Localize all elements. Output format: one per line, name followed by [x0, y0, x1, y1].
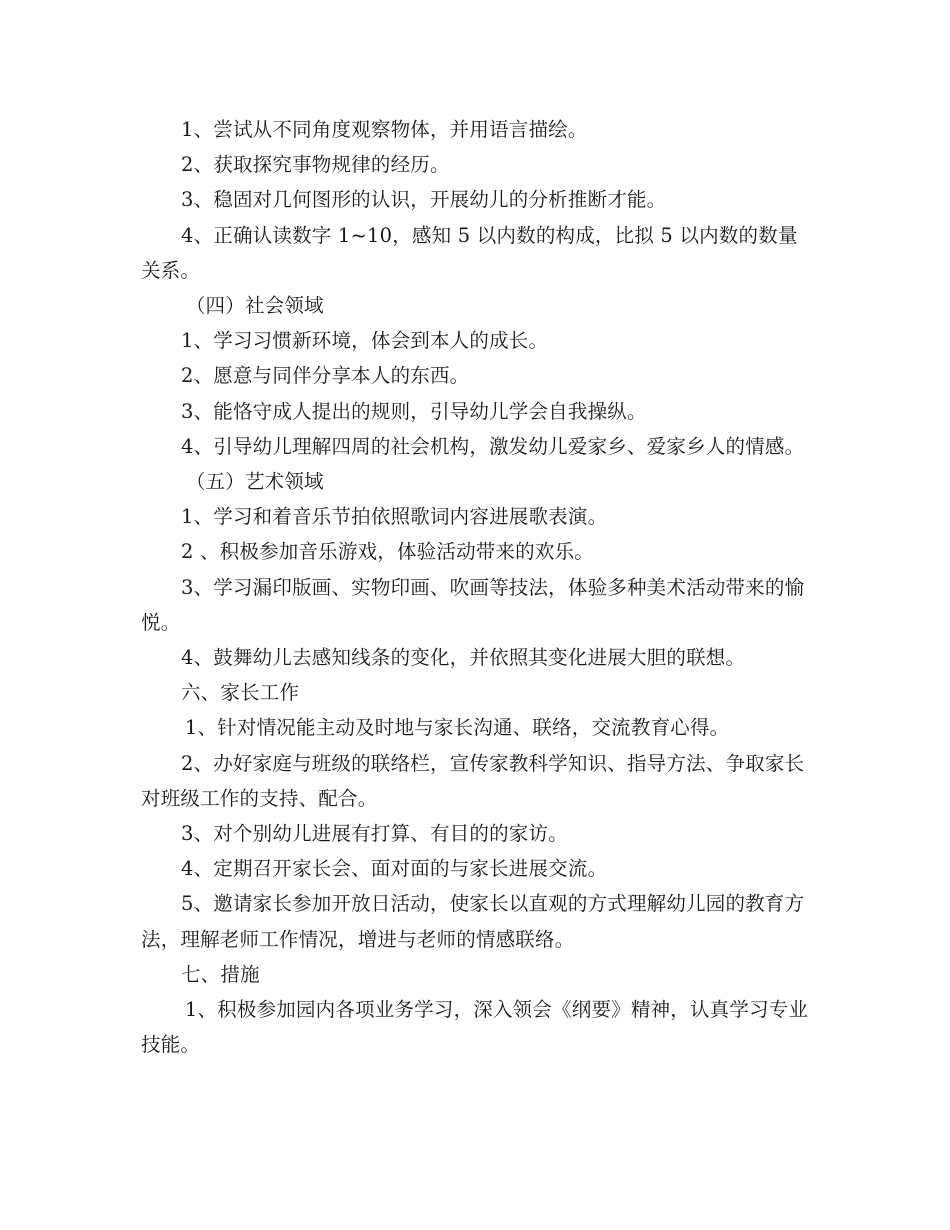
list-item: 1、学习和着音乐节拍依照歌词内容进展歌表演。: [180, 505, 608, 529]
list-item: 3、学习漏印版画、实物印画、吹画等技法，体验多种美术活动带来的愉悦。: [141, 575, 805, 634]
list-item: 1、针对情况能主动及时地与家长沟通、联络，交流教育心得。: [184, 716, 730, 740]
section-heading-parents: 六、家长工作: [180, 681, 300, 705]
list-item: 1、积极参加园内各项业务学习，深入领会《纲要》精神，认真学习专业技能。: [141, 998, 809, 1057]
list-item: 5、邀请家长参加开放日活动，使家长以直观的方式理解幼儿园的教育方法，理解老师工作情况，增进与老师的情感联络。: [141, 892, 805, 951]
list-item: 2、办好家庭与班级的联络栏，宣传家教科学知识、指导方法、争取家长对班级工作的支持、配合。: [141, 751, 805, 810]
list-item: 3、稳固对几何图形的认识，开展幼儿的分析推断才能。: [180, 188, 667, 212]
document-body: [141, 112, 813, 1062]
list-item: 1、尝试从不同角度观察物体，并用语言描绘。: [180, 118, 588, 141]
list-item: 2、愿意与同伴分享本人的东西。: [180, 364, 470, 388]
list-item: 2 、积极参加音乐游戏，体验活动带来的欢乐。: [180, 540, 594, 564]
list-item: 4、鼓舞幼儿去感知线条的变化，并依照其变化进展大胆的联想。: [180, 646, 746, 670]
list-item: 4、定期召开家长会、面对面的与家长进展交流。: [180, 857, 608, 881]
list-item: 4、引导幼儿理解四周的社会机构，激发幼儿爱家乡、爱家乡人的情感。: [180, 434, 805, 458]
list-item: 4、正确认读数字 1~10，感知 5 以内数的构成，比拟 5 以内数的数量关系。: [141, 223, 798, 282]
section-heading-measures: 七、措施: [180, 962, 260, 986]
section-subheading-social: （四）社会领域: [185, 294, 324, 318]
list-item: 3、能恪守成人提出的规则，引导幼儿学会自我操纵。: [180, 399, 647, 423]
list-item: 2、获取探究事物规律的经历。: [180, 153, 450, 177]
section-subheading-art: （五）艺术领域: [185, 470, 324, 494]
list-item: 3、对个别幼儿进展有打算、有目的的家访。: [180, 822, 568, 846]
list-item: 1、学习习惯新环境，体会到本人的成长。: [180, 329, 549, 353]
